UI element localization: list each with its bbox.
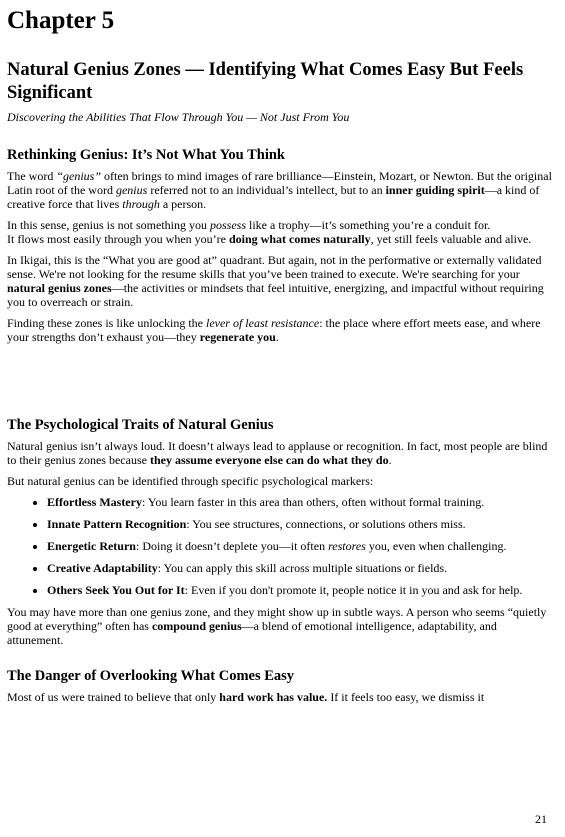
- page-number: 21: [535, 812, 547, 826]
- chapter-subtitle: Discovering the Abilities That Flow Through You — Not Just From You: [7, 110, 350, 124]
- paragraph: Natural genius isn’t always loud. It doesn’t always lead to applause or recognition. In fact, most people are blind to their genius zones because they assume everyone else can do what they do.: [7, 439, 548, 467]
- paragraph: In Ikigai, this is the “What you are good at” quadrant. But again, not in the performative or externally validated sense. We're not looking for the resume skills that you’ve been trained to execute. We're searching for your natural genius zones—the activities or mindsets that feel intuitive, energizing, and impactful without requiring you to overreach or strain.: [7, 253, 544, 309]
- list-item: • Creative Adaptability: You can apply this skill across multiple situations or fields.: [47, 561, 552, 575]
- paragraph: The word “genius” often brings to mind images of rare brilliance—Einstein, Mozart, or Newton. But the original Latin root of the word genius referred not to an individual’s intellect, but to an inner guiding spirit—a kind of creative force that lives through a person.: [7, 169, 552, 211]
- chapter-title: Natural Genius Zones — Identifying What Comes Easy But Feels Significant: [7, 60, 524, 103]
- paragraph: You may have more than one genius zone, and they might show up in subtle ways. A person who seems “quietly good at everything” often has compound genius—a blend of emotional intelligence, adaptability, and attunement.: [7, 605, 547, 647]
- list-item: • Innate Pattern Recognition: You see structures, connections, or solutions others miss.: [47, 517, 552, 531]
- list-item: • Others Seek You Out for It: Even if you don't promote it, people notice it in you and ask for help.: [47, 583, 552, 597]
- traits-list: [7, 495, 552, 597]
- paragraph: Finding these zones is like unlocking the lever of least resistance: the place where effort meets ease, and where your strengths don’t exhaust you—they regenerate you.: [7, 316, 541, 344]
- paragraph: But natural genius can be identified through specific psychological markers:: [7, 474, 374, 488]
- paragraph: Most of us were trained to believe that only hard work has value. If it feels too easy, we dismiss it: [7, 690, 485, 704]
- section-heading-rethinking-genius: Rethinking Genius: It’s Not What You Think: [7, 147, 285, 163]
- paragraph: In this sense, genius is not something you possess like a trophy—it’s something you’re a conduit for.: [7, 218, 491, 232]
- list-item: • Effortless Mastery: You learn faster in this area than others, often without formal training.: [47, 495, 552, 509]
- document-page: [7, 6, 552, 711]
- list-item: • Energetic Return: Doing it doesn’t deplete you—it often restores you, even when challenging.: [47, 539, 552, 553]
- section-heading-psychological-traits: The Psychological Traits of Natural Genius: [7, 417, 274, 433]
- paragraph: It flows most easily through you when you’re doing what comes naturally, yet still feels valuable and alive.: [7, 232, 532, 246]
- chapter-heading: Chapter 5: [7, 7, 115, 34]
- section-heading-danger-overlooking: The Danger of Overlooking What Comes Easy: [7, 668, 295, 684]
